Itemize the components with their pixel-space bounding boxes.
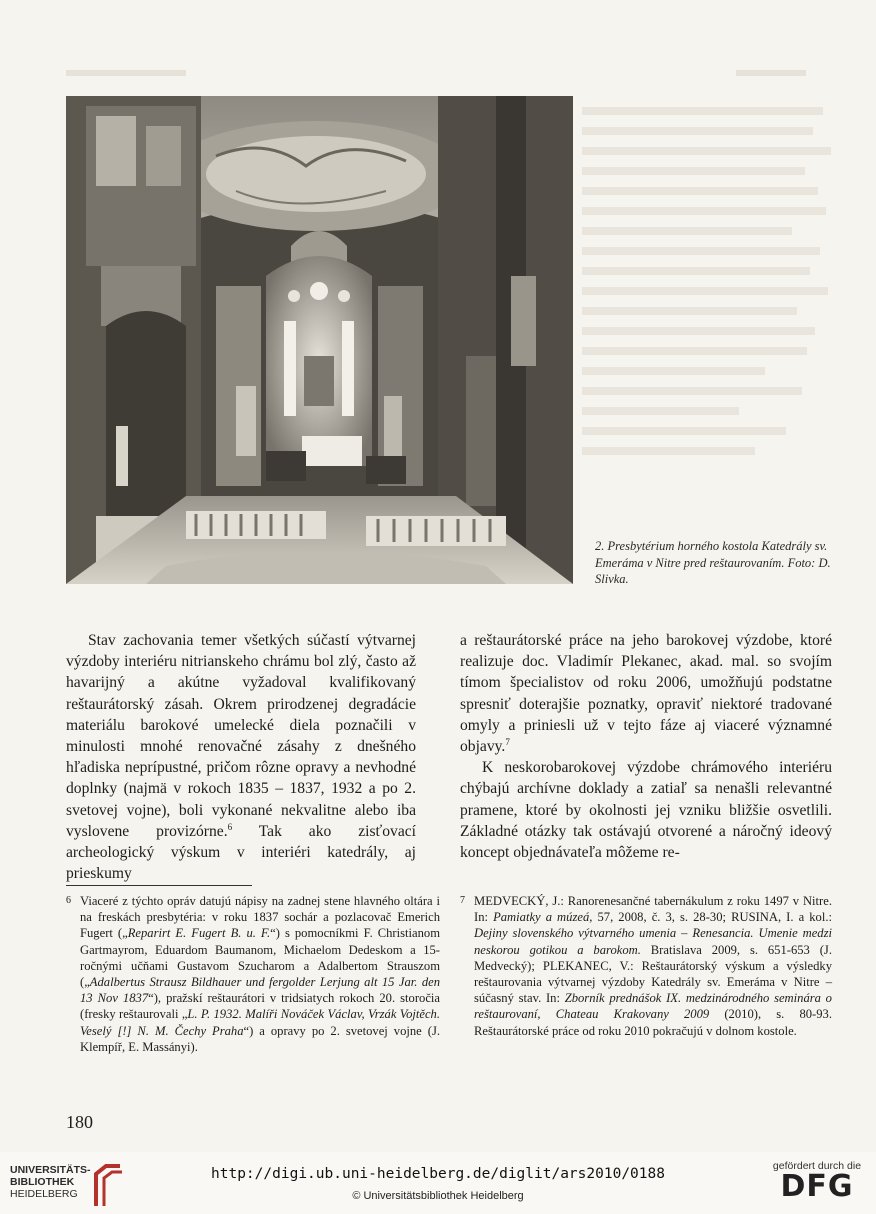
church-interior-photo bbox=[66, 96, 573, 584]
page-number: 180 bbox=[66, 1112, 93, 1132]
footnote-ref-6[interactable]: 6 bbox=[227, 821, 233, 832]
figure-caption: 2. Presbytérium horného kostola Katedrály sv. Emeráma v Nitre pred reštaurovaním. Foto: D. Slivka. bbox=[595, 539, 831, 586]
footer-bar bbox=[0, 1152, 876, 1214]
footnote-6: 6 Viaceré z týchto opráv datujú nápisy na zadnej stene hlavného oltára i na freskách presbytéria: v roku 1837 sochár a pozlacovač Emerich Fugert („Reparirt E. Fugert B. u. F.“) s pomocníkmi F. Christianom Gartmayrom, Eduardom Baumanom, Michaelom Dedeskom a 15-ročnými učňami Gustavom Szucharom a Adalbertom Strauszom („Adalbertus Strausz Bildhauer und fergolder Lerjung alt 15 Jar. den 13 Nov 1837“), pražskí reštaurátori v tridsiatych rokoch 20. storočia (fresky reštaurovali „L. P. 1932. Malíři Nováček Václav, Vrzák Vojtěch. Veselý [!] N. M. Čechy Praha“) a opravy po 2. svetovej vojne (J. Klempíř, E. Massányi). bbox=[66, 894, 441, 1054]
footnote-ref-7[interactable]: 7 bbox=[505, 736, 510, 747]
paragraph: K neskorobarokovej výzdobe chrámového interiéru chýbajú archívne doklady a zatiaľ sa nenašli relevantné pramene, ktoré by okolnosti jej vzniku bližšie osvetlili. Základné otázky tak ostávajú otvorené a náročný ideový koncept objednávateľa môžeme re- bbox=[460, 759, 832, 862]
right-column bbox=[460, 630, 832, 863]
bleed-through-header bbox=[66, 70, 836, 80]
left-column bbox=[66, 630, 416, 884]
permalink-url[interactable]: http://digi.ub.uni-heidelberg.de/diglit/ars2010/0188 bbox=[211, 1166, 665, 1182]
copyright-notice: © Universitätsbibliothek Heidelberg bbox=[352, 1190, 524, 1202]
footnote-7: 7 MEDVECKÝ, J.: Ranorenesančné tabernákulum z roku 1497 v Nitre. In: Pamiatky a múzeá, 57, 2008, č. 3, s. 28-30; RUSINA, I. a kol.: Dejiny slovenského výtvarného umenia – Renesancia. Umenie medzi neskorou gotikou a barokom. Bratislava 2009, s. 651-653 (J. Medvecký); PLEKANEC, V.: Reštaurátorský výskum a výsledky reštaurovania výtvarnej výzdoby Katedrály sv. Emeráma v Nitre – súčasný stav. In: Zborník prednášok IX. medzinárodného seminára o reštaurovaní, Chateau Krakovany 2009 (2010), s. 80-93. Reštaurátorské práce od roku 2010 pokračujú v dolnom kostole. bbox=[460, 894, 832, 1038]
dfg-logo[interactable]: gefördert durch die DFG bbox=[772, 1160, 862, 1204]
paragraph: a reštaurátorské práce na jeho barokovej výzdobe, ktoré realizuje doc. Vladimír Plekanec, akad. mal. so svojím tímom špecialistov od roku 2006, umožňujú podstatne spresniť doterajšie poznatky, opraviť niektoré tradované omyly a priniesli už v tejto fáze aj viaceré významné objavy.$^7$ bbox=[460, 632, 832, 756]
presbytery-photo-drawing bbox=[66, 96, 573, 584]
footnote-rule bbox=[66, 885, 252, 886]
library-logo[interactable]: UNIVERSITÄTS- BIBLIOTHEK HEIDELBERG bbox=[10, 1160, 150, 1210]
bleed-through-text bbox=[576, 96, 838, 516]
paragraph: Stav zachovania temer všetkých súčastí výtvarnej výzdoby interiéru nitrianskeho chrámu bol zlý, často až havarijný a akútne vyžadoval kvalifikovaný reštaurátorský zásah. Okrem prirodzenej degradácie materiálu barokové umelecké diela poznačili v minulosti mnohé renovačné zásahy z dnešného hľadiska neprípustné, pričom rôzne opravy a nevhodné doplnky (najmä v rokoch 1835 – 1837, 1932 a po 2. svetovej vojne), boli vykonané nekvalitne alebo iba vyslovene provizórne.$^6$ Tak ako zisťovací archeologický výskum v interiéri katedrály, aj prieskumy bbox=[66, 632, 416, 883]
